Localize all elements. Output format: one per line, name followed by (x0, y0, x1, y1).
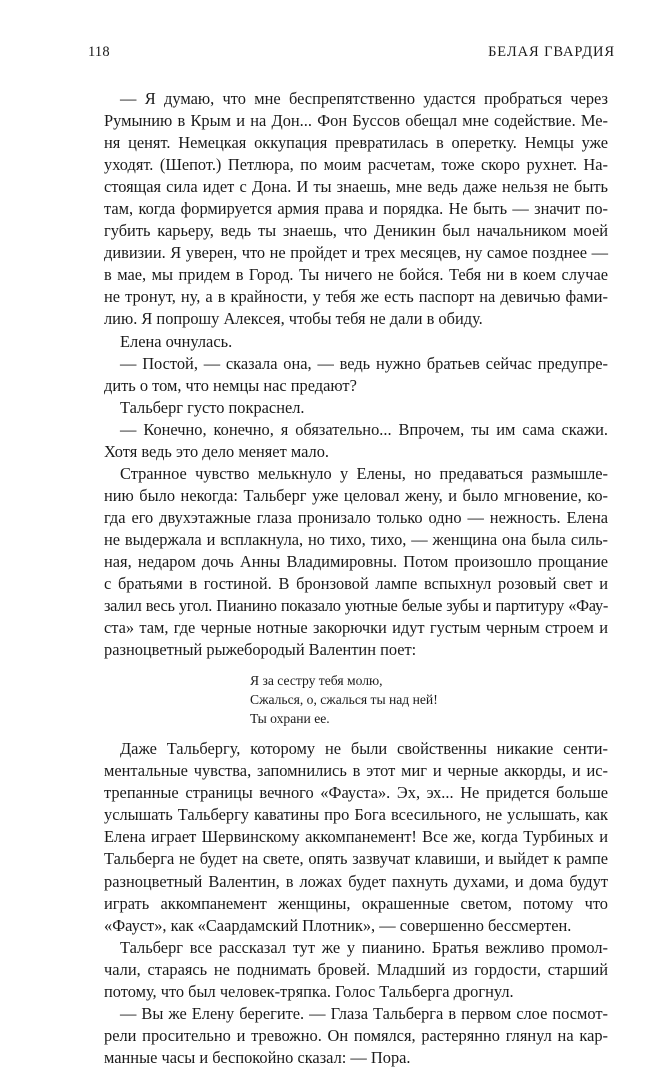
text-line: «Фауст», как «Саардамский Плотник», — совершенно бессмертен. (104, 915, 572, 935)
text-line: нию было некогда: Тальберг уже целовал жену, и было мгновение, ко- (104, 485, 608, 505)
text-line: чали, стараясь не поднимать бровей. Младший из гордости, старший (104, 959, 608, 979)
paragraph (104, 937, 608, 1003)
text-line: рели просительно и тревожно. Он помялся, растерянно глянул на кар- (104, 1025, 608, 1045)
verse-line: Я за сестру тебя молю, (250, 673, 383, 689)
text-line: манные часы и беспокойно сказал: — Пора. (104, 1047, 411, 1067)
text-line: Странное чувство мелькнуло у Елены, но предаваться размышле- (120, 463, 608, 483)
text-line: ста» там, где черные нотные закорючки идут густым черным строем и (104, 618, 608, 638)
text-line: Даже Тальбергу, которому не были свойственны никакие сенти- (120, 739, 608, 759)
paragraph (104, 331, 608, 353)
text-line: разноцветный Валентин, в ложах будет пахнуть духами, и дома будут (104, 871, 608, 891)
text-line: Елена очнулась. (120, 331, 233, 351)
text-line: — Вы же Елену берегите. — Глаза Тальберга в первом слое посмот- (120, 1003, 608, 1023)
text-line: не выдержала и всплакнула, но тихо, тихо, — женщина она была силь- (104, 529, 608, 549)
text-line: залил весь угол. Пианино показало уютные белые зубы и партитуру «Фау- (104, 596, 608, 616)
text-line: Румынию в Крым и на Дон... Фон Буссов обещал мне содействие. Ме- (104, 111, 608, 131)
text-line: — Конечно, конечно, я обязательно... Впрочем, ты им сама скажи. (120, 419, 608, 439)
paragraph (104, 419, 608, 463)
text-line: ная, недаром дочь Анны Владимировны. Потом произошло прощание (104, 551, 608, 571)
text-line: гда его двухэтажные глаза пронизало только одно — нежность. Елена (104, 507, 608, 527)
paragraph (104, 463, 608, 661)
body-text (104, 88, 608, 1069)
text-line: лию. Я попрошу Алексея, чтобы тебя не дали в обиду. (104, 309, 483, 329)
text-line: Тальберг все рассказал тут же у пианино. Братья вежливо промол- (120, 937, 608, 957)
text-line: услышать Тальбергу каватины про Бога всесильного, не услышать, как (104, 805, 608, 825)
text-line: Елена играет Шервинскому аккомпанемент! Все же, когда Турбиных и (104, 827, 608, 847)
text-line: играть аккомпанемент женщины, окрашенные светом, потому что (104, 893, 608, 913)
text-line: не тронут, ну, а в крайности, у тебя же есть паспорт на девичью фами- (104, 287, 608, 307)
text-line: потому, что был человек-тряпка. Голос Тальберга дрогнул. (104, 981, 514, 1001)
verse-quotation (250, 671, 608, 728)
text-line: ментальные чувства, запомнились в этот миг и черные аккорды, и ис- (104, 761, 608, 781)
text-line: трепанные страницы вечного «Фауста». Эх, эх... Не придется больше (104, 783, 608, 803)
text-line: уходят. (Шепот.) Петлюра, по моим расчетам, тоже скоро рухнет. На- (104, 155, 608, 175)
text-line: дить о том, что немцы нас предают? (104, 375, 357, 395)
text-line: — Я думаю, что мне беспрепятственно удастся пробраться через (120, 89, 608, 108)
verse-line: Ты охрани ее. (250, 711, 330, 727)
text-line: разноцветный рыжебородый Валентин поет: (104, 640, 417, 660)
text-line: ня ценят. Немецкая оккупация превратилась в оперетку. Немцы уже (104, 133, 608, 153)
book-title: БЕЛАЯ ГВАРДИЯ (488, 44, 615, 60)
text-line: в мае, мы придем в Город. Ты ничего не бойся. Тебя ни в коем случае (104, 265, 608, 285)
paragraph (104, 738, 608, 936)
paragraph (104, 1003, 608, 1069)
text-line: Тальберг густо покраснел. (120, 397, 305, 417)
text-line: — Постой, — сказала она, — ведь нужно братьев сейчас предупре- (120, 353, 608, 373)
paragraph (104, 397, 608, 419)
text-line: с братьями в гостиной. В бронзовой лампе вспыхнул розовый свет и (104, 574, 608, 594)
paragraph (104, 88, 608, 331)
verse-line: Сжалься, о, сжалься ты над ней! (250, 692, 438, 708)
running-head (88, 44, 615, 64)
text-line: губить карьеру, ведь ты знаешь, что Деникин был начальником моей (104, 221, 608, 241)
text-line: дивизии. Я уверен, что не пройдет и трех месяцев, ну самое позднее — (104, 243, 608, 263)
text-line: там, когда формируется армия права и порядка. Не быть — значит по- (104, 199, 608, 219)
text-line: Хотя ведь это дело меняет мало. (104, 441, 329, 461)
paragraph (104, 353, 608, 397)
text-line: стоящая сила идет с Дона. И ты знаешь, мне ведь даже нельзя не быть (104, 177, 608, 197)
page-number: 118 (88, 44, 110, 60)
text-line: Тальберга не будет на свете, опять зазвучат клавиши, и выйдет к рампе (104, 849, 608, 869)
